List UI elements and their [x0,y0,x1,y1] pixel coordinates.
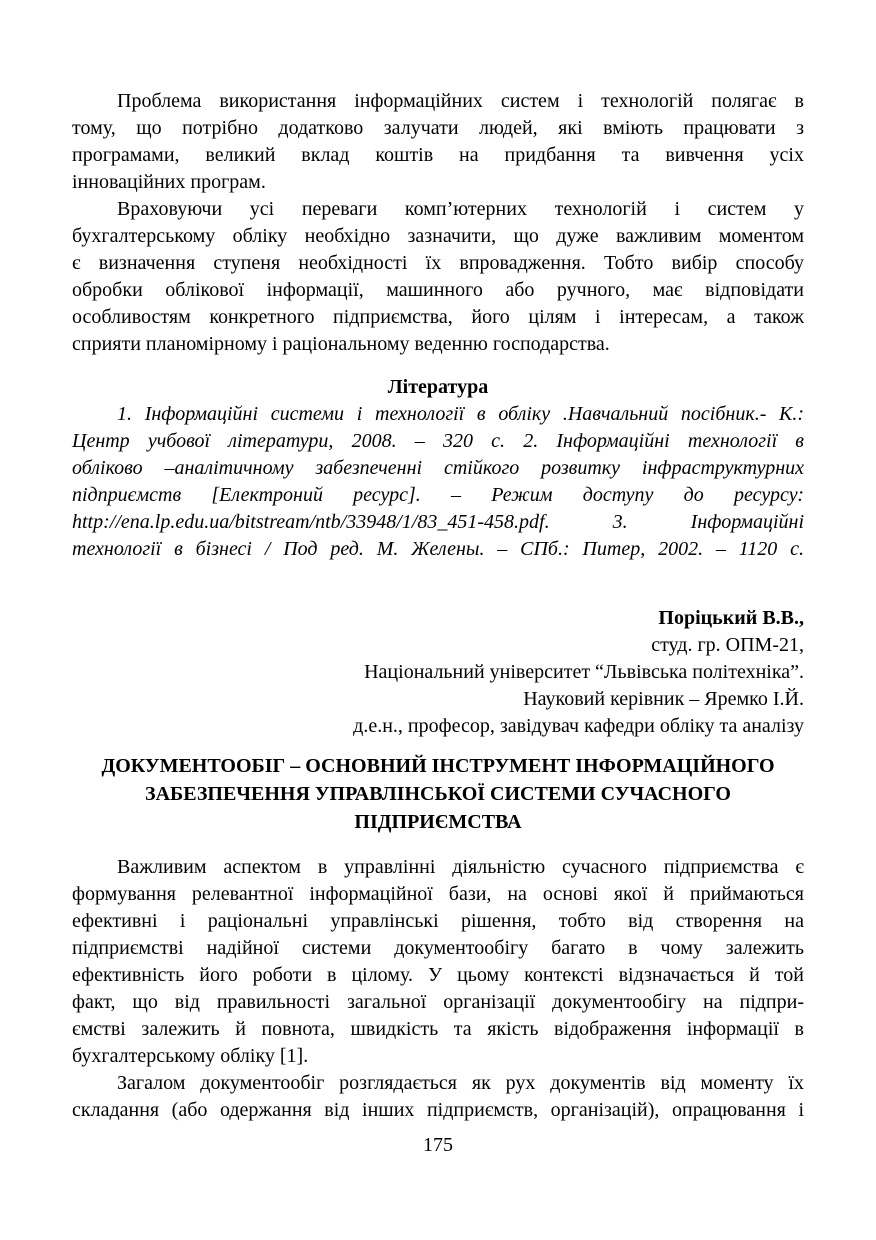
text-line: є визначення ступеня необхідності їх впровадження. Тобто вибір способу [72,252,804,274]
text-line: Важливим аспектом в управлінні діяльністю сучасного підприємства є [117,856,804,878]
text-line: студ. гр. ОПМ-21, [651,634,804,656]
text-line: бухгалтерському обліку [1]. [72,1045,309,1067]
text-line: обліково –аналітичному забезпеченні стійкого розвитку інфраструктурних [72,457,804,479]
text-line: Поріцький В.В., [658,607,804,629]
text-line: Загалом документообіг розглядається як рух документів від моменту їх [117,1072,804,1094]
article-title [72,752,804,836]
text-line: підприємств [Електроний ресурс]. – Режим доступу до ресурсу: [72,484,804,506]
intro-paragraph-2 [72,196,804,358]
text-line: ЗАБЕЗПЕЧЕННЯ УПРАВЛІНСЬКОЇ СИСТЕМИ СУЧАСНОГО [145,783,731,805]
text-line: складання (або одержання від інших підприємств, організацій), опрацювання і [72,1099,804,1121]
literature-heading: Література [387,376,489,398]
intro-paragraph-1 [72,88,804,196]
page-number: 175 [423,1134,453,1156]
text-line: технології в бізнесі / Под ред. М. Желены. – СПб.: Питер, 2002. – 1120 с. [72,538,804,560]
text-line: Проблема використання інформаційних систем і технологій полягає в [117,90,804,112]
text-line: підприємстві надійної системи документообігу багато в чому залежить [72,937,804,959]
text-line: Науковий керівник – Яремко І.Й. [523,688,804,710]
article-paragraph-2 [72,1070,804,1124]
text-line: тому, що потрібно додатково залучати людей, які вміють працювати з [72,117,804,139]
text-line: ємстві залежить й повнота, швидкість та якість відображення інформації в [72,1018,804,1040]
text-line: факт, що від правильності загальної організації документообігу на підпри- [72,991,804,1013]
text-line: ПІДПРИЄМСТВА [354,811,522,833]
text-line: ефективність його роботи в цілому. У цьому контексті відзначається й той [72,964,804,986]
text-line: ефективні і раціональні управлінські рішення, тобто від створення на [72,910,804,932]
text-line: сприяти планомірному і раціональному веденню господарства. [72,333,610,355]
text-line: Національний університет “Львівська політехніка”. [364,661,804,683]
text-line: Центр учбової літератури, 2008. – 320 с. 2. Інформаційні технології в [72,430,804,452]
text-line: інноваційних програм. [72,171,266,193]
text-line: обробки облікової інформації, машинного або ручного, має відповідати [72,279,804,301]
text-line: Враховуючи усі переваги комп’ютерних технологій і систем у [117,198,804,220]
article-paragraph-1 [72,854,804,1070]
text-line: д.е.н., професор, завідувач кафедри обліку та аналізу [353,715,804,737]
text-line: бухгалтерському обліку необхідно зазначити, що дуже важливим моментом [72,225,804,247]
text-line: http://ena.lp.edu.ua/bitstream/ntb/33948/1/83_451-458.pdf. 3. Інформаційні [72,511,804,533]
text-line: ДОКУМЕНТООБІГ – ОСНОВНИЙ ІНСТРУМЕНТ ІНФОРМАЦІЙНОГО [101,755,775,777]
text-line: програмами, великий вклад коштів на придбання та вивчення усіх [72,144,804,166]
references-list [72,401,804,563]
text-line: формування релевантної інформаційної бази, на основі якої й приймаються [72,883,804,905]
text-line: особливостям конкретного підприємства, його цілям і інтересам, а також [72,306,804,328]
text-line: 1. Інформаційні системи і технології в обліку .Навчальний посібник.- К.: [117,403,804,425]
author-block [72,605,804,740]
